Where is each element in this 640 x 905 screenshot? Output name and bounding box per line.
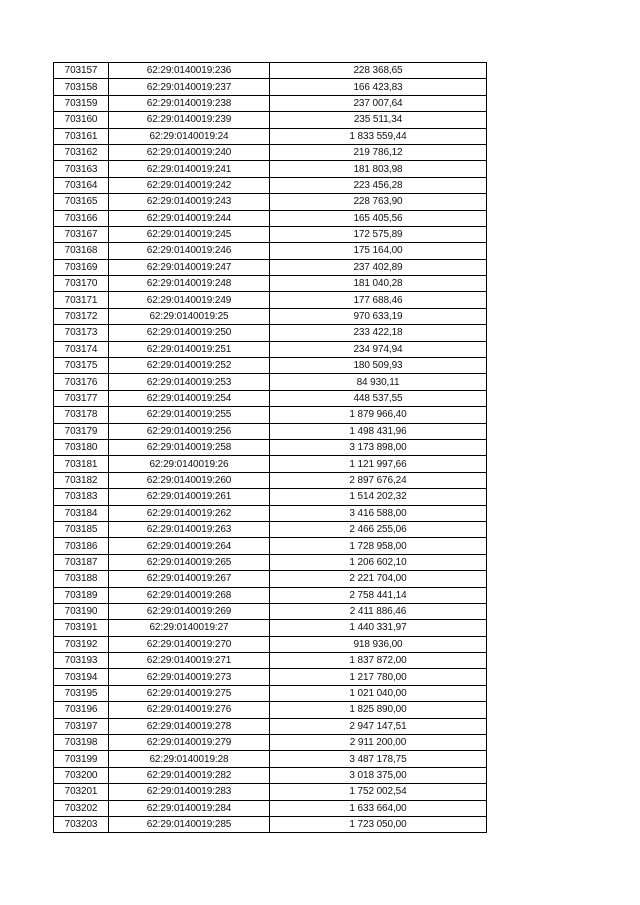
- cadastral-value-cell: 1 440 331,97: [270, 620, 487, 636]
- table-row: [54, 63, 487, 79]
- cadastral-value-cell: 918 936,00: [270, 636, 487, 652]
- cadastral-number-cell: 62:29:0140019:253: [109, 374, 270, 390]
- row-number-cell: 703196: [54, 702, 109, 718]
- document-page: [53, 62, 486, 833]
- cadastral-number-cell: 62:29:0140019:252: [109, 358, 270, 374]
- cadastral-value-cell: 3 018 375,00: [270, 767, 487, 783]
- cadastral-value-table: [53, 62, 487, 833]
- cadastral-value-cell: 223 456,28: [270, 177, 487, 193]
- cadastral-number-cell: 62:29:0140019:270: [109, 636, 270, 652]
- row-number-cell: 703193: [54, 653, 109, 669]
- cadastral-value-cell: 84 930,11: [270, 374, 487, 390]
- row-number-cell: 703174: [54, 341, 109, 357]
- cadastral-value-cell: 3 487 178,75: [270, 751, 487, 767]
- row-number-cell: 703191: [54, 620, 109, 636]
- table-row: [54, 751, 487, 767]
- cadastral-number-cell: 62:29:0140019:282: [109, 767, 270, 783]
- row-number-cell: 703202: [54, 800, 109, 816]
- row-number-cell: 703188: [54, 571, 109, 587]
- table-row: [54, 456, 487, 472]
- cadastral-value-cell: 237 007,64: [270, 95, 487, 111]
- row-number-cell: 703167: [54, 226, 109, 242]
- table-row: [54, 505, 487, 521]
- table-row: [54, 325, 487, 341]
- cadastral-number-cell: 62:29:0140019:242: [109, 177, 270, 193]
- cadastral-value-cell: 165 405,56: [270, 210, 487, 226]
- table-row: [54, 571, 487, 587]
- cadastral-number-cell: 62:29:0140019:267: [109, 571, 270, 587]
- cadastral-number-cell: 62:29:0140019:264: [109, 538, 270, 554]
- cadastral-value-cell: 448 537,55: [270, 390, 487, 406]
- cadastral-number-cell: 62:29:0140019:263: [109, 521, 270, 537]
- table-row: [54, 554, 487, 570]
- cadastral-value-cell: 1 752 002,54: [270, 784, 487, 800]
- cadastral-value-cell: 3 173 898,00: [270, 439, 487, 455]
- cadastral-number-cell: 62:29:0140019:241: [109, 161, 270, 177]
- cadastral-number-cell: 62:29:0140019:238: [109, 95, 270, 111]
- cadastral-number-cell: 62:29:0140019:244: [109, 210, 270, 226]
- row-number-cell: 703180: [54, 439, 109, 455]
- table-row: [54, 800, 487, 816]
- table-row: [54, 653, 487, 669]
- table-row: [54, 767, 487, 783]
- table-row: [54, 472, 487, 488]
- cadastral-value-cell: 1 498 431,96: [270, 423, 487, 439]
- cadastral-number-cell: 62:29:0140019:285: [109, 816, 270, 832]
- cadastral-number-cell: 62:29:0140019:273: [109, 669, 270, 685]
- cadastral-number-cell: 62:29:0140019:256: [109, 423, 270, 439]
- row-number-cell: 703198: [54, 735, 109, 751]
- cadastral-value-cell: 175 164,00: [270, 243, 487, 259]
- cadastral-number-cell: 62:29:0140019:26: [109, 456, 270, 472]
- cadastral-value-cell: 233 422,18: [270, 325, 487, 341]
- table-row: [54, 95, 487, 111]
- row-number-cell: 703184: [54, 505, 109, 521]
- cadastral-value-cell: 235 511,34: [270, 112, 487, 128]
- cadastral-number-cell: 62:29:0140019:240: [109, 144, 270, 160]
- cadastral-value-cell: 1 021 040,00: [270, 685, 487, 701]
- cadastral-number-cell: 62:29:0140019:275: [109, 685, 270, 701]
- cadastral-number-cell: 62:29:0140019:276: [109, 702, 270, 718]
- cadastral-number-cell: 62:29:0140019:255: [109, 407, 270, 423]
- cadastral-number-cell: 62:29:0140019:249: [109, 292, 270, 308]
- cadastral-number-cell: 62:29:0140019:236: [109, 63, 270, 79]
- cadastral-number-cell: 62:29:0140019:243: [109, 194, 270, 210]
- table-row: [54, 784, 487, 800]
- row-number-cell: 703181: [54, 456, 109, 472]
- cadastral-value-cell: 228 368,65: [270, 63, 487, 79]
- row-number-cell: 703159: [54, 95, 109, 111]
- cadastral-value-cell: 1 728 958,00: [270, 538, 487, 554]
- table-row: [54, 603, 487, 619]
- cadastral-value-cell: 172 575,89: [270, 226, 487, 242]
- row-number-cell: 703169: [54, 259, 109, 275]
- cadastral-value-cell: 234 974,94: [270, 341, 487, 357]
- table-row: [54, 685, 487, 701]
- row-number-cell: 703178: [54, 407, 109, 423]
- cadastral-number-cell: 62:29:0140019:268: [109, 587, 270, 603]
- row-number-cell: 703172: [54, 308, 109, 324]
- table-row: [54, 439, 487, 455]
- cadastral-number-cell: 62:29:0140019:283: [109, 784, 270, 800]
- row-number-cell: 703168: [54, 243, 109, 259]
- table-row: [54, 308, 487, 324]
- cadastral-number-cell: 62:29:0140019:265: [109, 554, 270, 570]
- table-row: [54, 112, 487, 128]
- table-row: [54, 587, 487, 603]
- cadastral-value-cell: 1 833 559,44: [270, 128, 487, 144]
- cadastral-value-cell: 1 217 780,00: [270, 669, 487, 685]
- cadastral-value-cell: 2 911 200,00: [270, 735, 487, 751]
- table-row: [54, 128, 487, 144]
- row-number-cell: 703197: [54, 718, 109, 734]
- table-row: [54, 194, 487, 210]
- table-row: [54, 374, 487, 390]
- row-number-cell: 703177: [54, 390, 109, 406]
- cadastral-number-cell: 62:29:0140019:284: [109, 800, 270, 816]
- cadastral-value-cell: 2 411 886,46: [270, 603, 487, 619]
- row-number-cell: 703163: [54, 161, 109, 177]
- table-row: [54, 226, 487, 242]
- table-row: [54, 538, 487, 554]
- cadastral-number-cell: 62:29:0140019:262: [109, 505, 270, 521]
- cadastral-value-cell: 1 837 872,00: [270, 653, 487, 669]
- cadastral-number-cell: 62:29:0140019:271: [109, 653, 270, 669]
- row-number-cell: 703175: [54, 358, 109, 374]
- table-row: [54, 341, 487, 357]
- table-row: [54, 177, 487, 193]
- cadastral-value-cell: 1 825 890,00: [270, 702, 487, 718]
- table-row: [54, 390, 487, 406]
- row-number-cell: 703158: [54, 79, 109, 95]
- table-row: [54, 702, 487, 718]
- row-number-cell: 703176: [54, 374, 109, 390]
- cadastral-value-cell: 181 040,28: [270, 276, 487, 292]
- cadastral-value-cell: 219 786,12: [270, 144, 487, 160]
- cadastral-value-cell: 180 509,93: [270, 358, 487, 374]
- table-row: [54, 636, 487, 652]
- row-number-cell: 703164: [54, 177, 109, 193]
- table-row: [54, 276, 487, 292]
- cadastral-number-cell: 62:29:0140019:279: [109, 735, 270, 751]
- cadastral-number-cell: 62:29:0140019:250: [109, 325, 270, 341]
- table-row: [54, 407, 487, 423]
- cadastral-number-cell: 62:29:0140019:260: [109, 472, 270, 488]
- row-number-cell: 703185: [54, 521, 109, 537]
- cadastral-value-cell: 970 633,19: [270, 308, 487, 324]
- cadastral-number-cell: 62:29:0140019:27: [109, 620, 270, 636]
- table-row: [54, 735, 487, 751]
- table-row: [54, 292, 487, 308]
- table-row: [54, 358, 487, 374]
- cadastral-value-cell: 1 633 664,00: [270, 800, 487, 816]
- cadastral-number-cell: 62:29:0140019:246: [109, 243, 270, 259]
- row-number-cell: 703187: [54, 554, 109, 570]
- cadastral-number-cell: 62:29:0140019:261: [109, 489, 270, 505]
- cadastral-value-cell: 177 688,46: [270, 292, 487, 308]
- cadastral-number-cell: 62:29:0140019:245: [109, 226, 270, 242]
- cadastral-number-cell: 62:29:0140019:248: [109, 276, 270, 292]
- cadastral-number-cell: 62:29:0140019:28: [109, 751, 270, 767]
- cadastral-value-cell: 2 466 255,06: [270, 521, 487, 537]
- row-number-cell: 703170: [54, 276, 109, 292]
- cadastral-value-cell: 1 514 202,32: [270, 489, 487, 505]
- row-number-cell: 703173: [54, 325, 109, 341]
- table-row: [54, 521, 487, 537]
- cadastral-value-cell: 1 206 602,10: [270, 554, 487, 570]
- cadastral-value-cell: 2 758 441,14: [270, 587, 487, 603]
- cadastral-number-cell: 62:29:0140019:258: [109, 439, 270, 455]
- cadastral-number-cell: 62:29:0140019:25: [109, 308, 270, 324]
- row-number-cell: 703183: [54, 489, 109, 505]
- cadastral-value-cell: 166 423,83: [270, 79, 487, 95]
- row-number-cell: 703192: [54, 636, 109, 652]
- table-row: [54, 423, 487, 439]
- cadastral-value-cell: 228 763,90: [270, 194, 487, 210]
- cadastral-number-cell: 62:29:0140019:239: [109, 112, 270, 128]
- cadastral-value-cell: 237 402,89: [270, 259, 487, 275]
- table-row: [54, 718, 487, 734]
- table-row: [54, 259, 487, 275]
- table-row: [54, 669, 487, 685]
- row-number-cell: 703165: [54, 194, 109, 210]
- cadastral-number-cell: 62:29:0140019:254: [109, 390, 270, 406]
- row-number-cell: 703203: [54, 816, 109, 832]
- table-row: [54, 620, 487, 636]
- table-row: [54, 210, 487, 226]
- row-number-cell: 703182: [54, 472, 109, 488]
- table-row: [54, 144, 487, 160]
- row-number-cell: 703189: [54, 587, 109, 603]
- cadastral-number-cell: 62:29:0140019:237: [109, 79, 270, 95]
- cadastral-value-cell: 1 121 997,66: [270, 456, 487, 472]
- row-number-cell: 703157: [54, 63, 109, 79]
- row-number-cell: 703190: [54, 603, 109, 619]
- row-number-cell: 703186: [54, 538, 109, 554]
- cadastral-value-cell: 1 723 050,00: [270, 816, 487, 832]
- table-row: [54, 489, 487, 505]
- row-number-cell: 703200: [54, 767, 109, 783]
- cadastral-value-cell: 2 221 704,00: [270, 571, 487, 587]
- cadastral-number-cell: 62:29:0140019:269: [109, 603, 270, 619]
- cadastral-number-cell: 62:29:0140019:24: [109, 128, 270, 144]
- table-row: [54, 79, 487, 95]
- table-row: [54, 816, 487, 832]
- row-number-cell: 703171: [54, 292, 109, 308]
- cadastral-number-cell: 62:29:0140019:251: [109, 341, 270, 357]
- row-number-cell: 703179: [54, 423, 109, 439]
- cadastral-value-cell: 1 879 966,40: [270, 407, 487, 423]
- row-number-cell: 703162: [54, 144, 109, 160]
- table-row: [54, 161, 487, 177]
- row-number-cell: 703166: [54, 210, 109, 226]
- row-number-cell: 703160: [54, 112, 109, 128]
- cadastral-value-cell: 181 803,98: [270, 161, 487, 177]
- cadastral-value-cell: 2 897 676,24: [270, 472, 487, 488]
- cadastral-value-cell: 2 947 147,51: [270, 718, 487, 734]
- row-number-cell: 703201: [54, 784, 109, 800]
- row-number-cell: 703194: [54, 669, 109, 685]
- cadastral-value-cell: 3 416 588,00: [270, 505, 487, 521]
- cadastral-number-cell: 62:29:0140019:278: [109, 718, 270, 734]
- row-number-cell: 703199: [54, 751, 109, 767]
- cadastral-number-cell: 62:29:0140019:247: [109, 259, 270, 275]
- row-number-cell: 703195: [54, 685, 109, 701]
- table-body: [54, 63, 487, 833]
- row-number-cell: 703161: [54, 128, 109, 144]
- table-row: [54, 243, 487, 259]
